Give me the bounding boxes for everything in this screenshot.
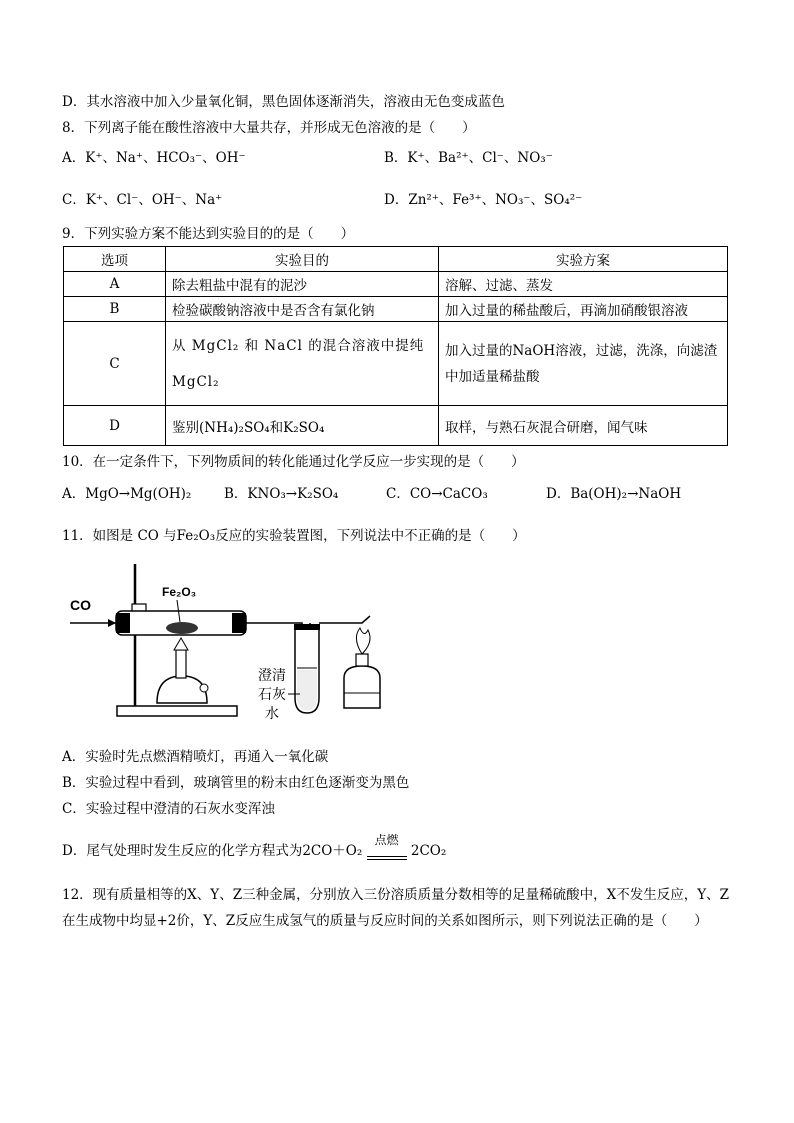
q11-option-a: A．实验时先点燃酒精喷灯，再通入一氧化碳 (62, 749, 329, 765)
q11-option-c: C．实验过程中澄清的石灰水变浑浊 (62, 801, 275, 817)
limewater-label-1: 澄清 (258, 667, 286, 683)
q8-option-c: C．K⁺、Cl⁻、OH⁻、Na⁺ (62, 192, 223, 208)
fe2o3-label: Fe₂O₃ (162, 585, 197, 599)
table-row (64, 406, 728, 446)
row-purpose: 鉴别(NH₄)₂SO₄和K₂SO₄ (166, 406, 439, 446)
header-purpose: 实验目的 (166, 247, 439, 272)
q11-d-product: 2CO₂ (410, 843, 447, 859)
table-row (64, 322, 728, 406)
q11-d-prefix: D．尾气处理时发生反应的化学方程式为2CO＋O₂ (62, 843, 363, 859)
q8-option-a: A．K⁺、Na⁺、HCO₃⁻、OH⁻ (62, 150, 246, 166)
condition-label: 点燃 (374, 833, 399, 847)
outlet-tube (246, 623, 302, 636)
row-plan: 加入过量的稀盐酸后，再滴加硝酸银溶液 (439, 297, 728, 322)
limewater-label-3: 水 (265, 705, 279, 721)
header-plan: 实验方案 (439, 247, 728, 272)
table-row (64, 297, 728, 322)
stand-base (117, 706, 237, 716)
alcohol-lamp (344, 666, 380, 708)
reaction-condition (367, 833, 407, 860)
q10-option-a: A．MgO→Mg(OH)₂ (62, 486, 192, 502)
stopper-right (232, 613, 246, 633)
table-header-row (64, 247, 728, 272)
row-option: B (64, 297, 166, 322)
q8-option-b: B．K⁺、Ba²⁺、Cl⁻、NO₃⁻ (384, 150, 553, 166)
q10-option-c: C．CO→CaCO₃ (386, 486, 488, 502)
q7-option-d: D．其水溶液中加入少量氧化铜，黑色固体逐渐消失，溶液由无色变成蓝色 (62, 94, 505, 110)
exhaust-tube (319, 616, 370, 623)
q11-option-d (62, 833, 447, 860)
flame (356, 628, 370, 654)
co-fe2o3-apparatus-figure (62, 558, 407, 736)
row-plan: 加入过量的NaOH溶液，过滤，洗涤，向滤渣中加适量稀盐酸 (439, 322, 728, 406)
row-purpose: 检验碳酸钠溶液中是否含有氯化钠 (166, 297, 439, 322)
q8-stem: 8．下列离子能在酸性溶液中大量共存，并形成无色溶液的是（ ） (62, 120, 476, 136)
q11-stem: 11．如图是 CO 与Fe₂O₃反应的实验装置图，下列说法中不正确的是（ ） (62, 528, 526, 544)
row-purpose: 除去粗盐中混有的泥沙 (166, 272, 439, 297)
row-plan: 溶解、过滤、蒸发 (439, 272, 728, 297)
double-line-sign (367, 856, 407, 860)
row-purpose: 从 MgCl₂ 和 NaCl 的混合溶液中提纯 MgCl₂ (166, 322, 439, 406)
q10-option-d: D．Ba(OH)₂→NaOH (546, 486, 682, 502)
row-option: C (64, 322, 166, 406)
limewater (297, 670, 317, 710)
q9-table (63, 246, 728, 446)
co-label: CO (70, 597, 91, 613)
row-option: D (64, 406, 166, 446)
row-plan: 取样，与熟石灰混合研磨，闻气味 (439, 406, 728, 446)
row-option: A (64, 272, 166, 297)
alcohol-blowtorch (157, 676, 207, 703)
limewater-label-2: 石灰 (258, 686, 286, 702)
q12-stem: 12．现有质量相等的X、Y、Z三种金属，分别放入三份溶质质量分数相等的足量稀硫酸中，X不发生反应，Y、Z在生成物中均显+2价，Y、Z反应生成氢气的质量与反应时间的关系如图所示，则下列说法正确的是（ ） (62, 887, 729, 929)
header-option: 选项 (64, 247, 166, 272)
q10-option-b: B．KNO₃→K₂SO₄ (224, 486, 339, 502)
q10-stem: 10．在一定条件下，下列物质间的转化能通过化学反应一步实现的是（ ） (62, 454, 525, 470)
table-row (64, 272, 728, 297)
q9-stem: 9．下列实验方案不能达到实验目的的是（ ） (62, 226, 355, 242)
stopper-left (116, 613, 130, 633)
q11-option-b: B．实验过程中看到，玻璃管里的粉末由红色逐渐变为黑色 (62, 775, 410, 791)
fe2o3-powder (166, 622, 198, 634)
q8-option-d: D．Zn²⁺、Fe³⁺、NO₃⁻、SO₄²⁻ (384, 192, 583, 208)
